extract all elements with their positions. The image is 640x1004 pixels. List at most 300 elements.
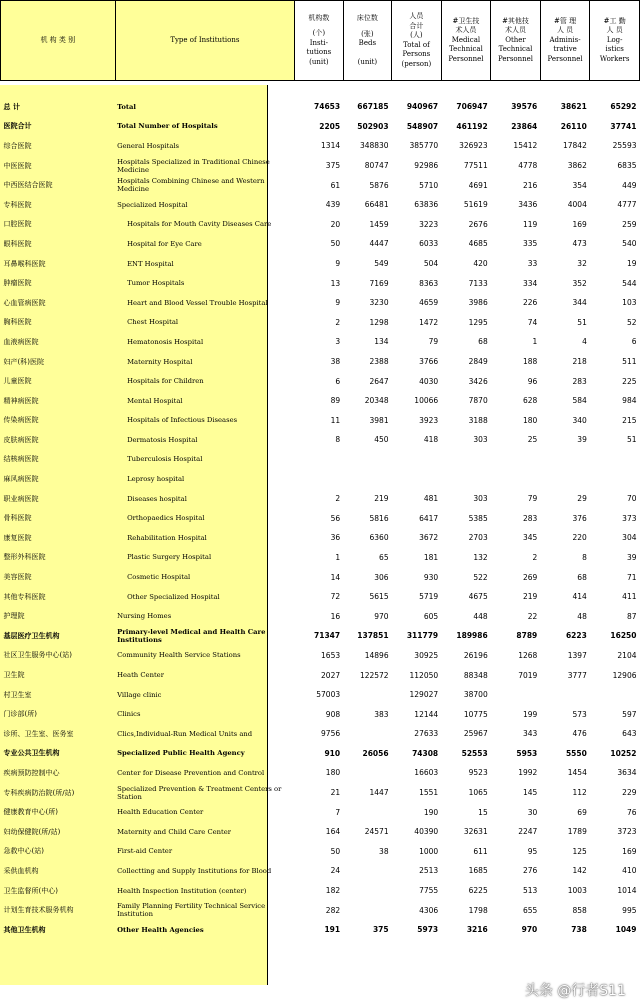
cell-admin: 352 — [572, 278, 587, 288]
cell-other: 628 — [522, 396, 538, 406]
cell-beds: 6360 — [369, 533, 389, 543]
category-cn: 卫生监督所(中心) — [3, 886, 58, 895]
cell-admin: 3777 — [567, 670, 587, 680]
category-en: General Hospitals — [117, 141, 180, 150]
header-other-en-3: Personnel — [497, 54, 534, 63]
cell-institutions: 13 — [330, 278, 341, 288]
cell-other: 145 — [522, 788, 538, 798]
cell-persons: 30925 — [414, 650, 439, 660]
cell-persons: 2513 — [419, 866, 439, 876]
cell-other: 7019 — [518, 670, 538, 680]
cell-beds: 306 — [374, 572, 389, 582]
cell-logistics: 4777 — [617, 200, 637, 210]
header-persons-unit: (person) — [401, 59, 432, 68]
cell-other: 188 — [522, 357, 538, 367]
cell-admin: 29 — [577, 494, 587, 504]
category-en: Hospitals Combining Chinese and Western Medicine — [117, 177, 265, 194]
cell-logistics: 1049 — [615, 925, 637, 935]
cell-persons: 40390 — [414, 827, 439, 837]
category-en: Nursing Homes — [117, 612, 172, 621]
cell-logistics: 229 — [622, 788, 637, 798]
cell-institutions: 191 — [324, 925, 341, 935]
header-persons-total-cn: 合计 — [409, 21, 424, 30]
cell-logistics: 19 — [626, 259, 637, 269]
cell-medical: 2703 — [468, 533, 488, 543]
cell-logistics: 1014 — [617, 886, 637, 896]
cell-beds — [343, 450, 391, 470]
cell-other: 219 — [522, 592, 538, 602]
category-en: Heart and Blood Vessel Trouble Hospital — [127, 298, 268, 307]
category-cn: 急救中心(站) — [3, 847, 44, 856]
cell-other: 345 — [522, 533, 538, 543]
cell-institutions: 3 — [335, 337, 341, 347]
category-en: ENT Hospital — [127, 259, 174, 268]
table-row — [1, 528, 640, 548]
cell-persons: 27633 — [414, 729, 439, 739]
cell-medical: 38700 — [463, 690, 488, 700]
cell-medical: 3216 — [466, 925, 488, 935]
cell-beds: 4447 — [369, 239, 389, 249]
header-institutions — [295, 1, 343, 81]
cell-medical: 132 — [473, 552, 488, 562]
cell-admin: 473 — [572, 239, 587, 249]
cell-persons: 5719 — [419, 592, 439, 602]
category-cn: 卫生院 — [3, 671, 25, 680]
cell-logistics: 37741 — [610, 121, 637, 131]
cell-medical: 2676 — [468, 219, 488, 229]
cell-beds: 137851 — [357, 631, 389, 641]
cell-persons: 5710 — [419, 180, 439, 190]
category-cn: 骨科医院 — [3, 514, 32, 523]
cell-institutions: 282 — [325, 905, 341, 915]
cell-institutions: 8 — [335, 435, 341, 445]
category-en: Hospitals for Children — [127, 377, 204, 386]
category-en: Collectting and Supply Institutions for Blood — [117, 866, 272, 875]
header-beds-unit-cn: (张) — [361, 29, 374, 38]
category-cn: 职业病医院 — [3, 494, 39, 503]
cell-beds: 348830 — [359, 141, 389, 151]
cell-medical: 4675 — [468, 592, 488, 602]
cell-institutions: 72 — [330, 592, 341, 602]
table-row — [1, 881, 640, 901]
category-en: Tuberculosis Hospital — [127, 455, 203, 464]
cell-admin: 218 — [572, 357, 587, 367]
header-persons-en-1: Total of — [403, 40, 430, 49]
category-en: Chest Hospital — [127, 318, 179, 327]
table-row — [1, 861, 640, 881]
cell-other: 1 — [532, 337, 538, 347]
cell-admin: 6223 — [565, 631, 587, 641]
cell-institutions: 1314 — [321, 141, 341, 151]
cell-admin: 69 — [577, 807, 587, 817]
category-cn: 整形外科医院 — [3, 553, 46, 562]
cell-admin: 39 — [577, 435, 587, 445]
header-persons-unit-cn: (人) — [410, 31, 423, 39]
cell-logistics: 39 — [626, 552, 637, 562]
cell-admin: 4 — [582, 337, 587, 347]
category-cn: 村卫生室 — [3, 690, 32, 699]
category-cn: 结核病医院 — [3, 455, 39, 464]
cell-persons: 12144 — [414, 709, 439, 719]
table-row — [1, 254, 640, 274]
cell-medical: 7870 — [468, 396, 488, 406]
cell-beds: 2388 — [369, 357, 389, 367]
cell-medical: 77511 — [463, 161, 488, 171]
cell-beds: 80747 — [364, 161, 389, 171]
cell-institutions: 71347 — [314, 631, 341, 641]
category-cn: 妇产(科)医院 — [3, 357, 44, 366]
cell-persons: 385770 — [409, 141, 439, 151]
cell-admin: 142 — [572, 866, 587, 876]
cell-admin: 4004 — [567, 200, 587, 210]
cell-other: 513 — [522, 886, 538, 896]
cell-medical: 10775 — [463, 709, 488, 719]
cell-institutions: 6 — [335, 376, 341, 386]
cell-admin: 169 — [572, 219, 587, 229]
cell-beds: 667185 — [357, 102, 389, 112]
header-admin-personnel — [540, 1, 590, 81]
cell-medical: 461192 — [456, 121, 488, 131]
header-persons-cn: 人员 — [409, 12, 424, 20]
category-cn: 传染病医院 — [3, 416, 39, 425]
cell-other: 79 — [527, 494, 538, 504]
cell-admin: 476 — [572, 729, 587, 739]
cell-persons: 92986 — [414, 161, 439, 171]
cell-institutions: 21 — [330, 788, 341, 798]
header-beds-cn: 床位数 — [356, 14, 378, 22]
cell-persons: 112050 — [409, 670, 439, 680]
cell-medical: 9523 — [468, 768, 488, 778]
cell-other: 15412 — [513, 141, 538, 151]
category-cn: 专业公共卫生机构 — [3, 749, 60, 758]
cell-beds: 3981 — [369, 415, 389, 425]
category-cn: 血液病医院 — [3, 337, 39, 346]
cell-logistics: 71 — [626, 572, 637, 582]
cell-other: 180 — [522, 415, 538, 425]
cell-logistics: 511 — [622, 357, 637, 367]
cell-admin: 220 — [572, 533, 587, 543]
cell-admin: 17842 — [562, 141, 587, 151]
table-row — [1, 508, 640, 528]
cell-beds: 5615 — [369, 592, 389, 602]
header-institutions-unit-cn: (个) — [312, 29, 326, 38]
cell-institutions: 24 — [330, 866, 341, 876]
cell-logistics: 16250 — [610, 631, 637, 641]
category-cn: 心血管病医院 — [3, 298, 46, 307]
cell-beds: 383 — [374, 709, 389, 719]
category-cn: 口腔医院 — [3, 220, 32, 229]
cell-admin: 344 — [572, 298, 587, 308]
cell-logistics: 995 — [622, 905, 637, 915]
cell-logistics: 10252 — [610, 748, 637, 758]
cell-admin — [540, 450, 590, 470]
cell-logistics: 87 — [626, 611, 637, 621]
cell-persons: 481 — [423, 494, 439, 504]
cell-medical: 15 — [478, 807, 488, 817]
cell-beds: 502903 — [357, 121, 389, 131]
table-row — [1, 411, 640, 431]
category-en: Dermatosis Hospital — [127, 435, 198, 444]
cell-institutions: 2 — [335, 317, 341, 327]
table-row — [1, 548, 640, 568]
cell-other: 25 — [527, 435, 538, 445]
cell-other: 23864 — [511, 121, 538, 131]
cell-medical: 3986 — [468, 298, 488, 308]
cell-institutions: 56 — [330, 513, 341, 523]
table-row — [1, 724, 640, 744]
cell-beds: 1459 — [369, 219, 389, 229]
table-row — [1, 802, 640, 822]
category-en: Clics,Individual-Run Medical Units and — [117, 729, 253, 738]
category-en: Clinics — [117, 710, 141, 719]
table-row — [1, 842, 640, 862]
category-en: Heath Center — [117, 671, 164, 680]
table-row — [1, 156, 640, 176]
cell-admin: 738 — [571, 925, 587, 935]
cell-logistics: 643 — [622, 729, 637, 739]
cell-medical: 5385 — [468, 513, 488, 523]
cell-medical: 25967 — [463, 729, 488, 739]
category-cn: 康复医院 — [3, 533, 32, 542]
cell-admin: 32 — [577, 259, 587, 269]
cell-logistics: 103 — [622, 298, 637, 308]
cell-other: 1992 — [518, 768, 538, 778]
cell-persons — [392, 469, 442, 489]
cell-admin: 1003 — [567, 886, 587, 896]
category-en: Cosmetic Hospital — [127, 573, 191, 582]
cell-institutions: 11 — [330, 415, 341, 425]
cell-beds: 970 — [374, 611, 389, 621]
cell-beds — [343, 802, 391, 822]
cell-persons: 1000 — [419, 846, 439, 856]
category-en: Other Specialized Hospital — [127, 592, 220, 601]
cell-logistics: 76 — [626, 807, 637, 817]
cell-logistics — [590, 450, 640, 470]
cell-persons: 4306 — [419, 905, 439, 915]
table-row — [1, 430, 640, 450]
cell-beds — [343, 724, 391, 744]
cell-logistics — [590, 685, 640, 705]
cell-medical: 522 — [473, 572, 488, 582]
header-logistics-cn-1: #工 勤 — [603, 16, 626, 25]
cell-logistics — [590, 469, 640, 489]
cell-other: 269 — [522, 572, 538, 582]
cell-beds: 3230 — [369, 298, 389, 308]
category-en: Orthopaedics Hospital — [127, 514, 205, 523]
cell-persons: 4659 — [419, 298, 439, 308]
table-row — [1, 685, 640, 705]
category-en: Specialized Hospital — [117, 200, 188, 209]
category-en: Village clinic — [117, 690, 162, 699]
cell-medical — [441, 469, 491, 489]
category-en: Other Health Agencies — [117, 925, 204, 934]
cell-other — [491, 469, 541, 489]
table-row — [1, 195, 640, 215]
category-cn: 皮肤病医院 — [3, 435, 39, 444]
cell-beds: 26056 — [362, 748, 389, 758]
header-beds-unit: (unit) — [357, 57, 378, 66]
category-cn: 其他专科医院 — [3, 592, 46, 601]
table-row — [1, 371, 640, 391]
header-admin-en-3: Personnel — [547, 54, 583, 63]
cell-medical: 88348 — [463, 670, 488, 680]
category-en: Primary-level Medical and Health Care Institutions — [117, 627, 266, 644]
cell-other: 119 — [522, 219, 538, 229]
cell-medical: 1065 — [468, 788, 488, 798]
cell-other: 334 — [522, 278, 538, 288]
table-body — [1, 81, 640, 940]
cell-beds: 66481 — [364, 200, 389, 210]
header-admin-cn-2: 人 员 — [556, 26, 574, 35]
header-beds-en: Beds — [358, 39, 377, 47]
cell-beds: 1447 — [369, 788, 389, 798]
cell-beds — [343, 685, 391, 705]
cell-medical: 32631 — [463, 827, 488, 837]
cell-beds: 1298 — [369, 317, 389, 327]
cell-medical: 303 — [473, 494, 488, 504]
table-row — [1, 136, 640, 156]
cell-logistics: 215 — [622, 415, 637, 425]
category-cn: 耳鼻喉科医院 — [3, 259, 46, 268]
cell-medical: 303 — [473, 435, 488, 445]
cell-persons: 1472 — [419, 317, 439, 327]
cell-medical: 6225 — [468, 886, 488, 896]
header-other-cn-2: 术人员 — [505, 26, 526, 35]
cell-beds: 450 — [374, 435, 389, 445]
cell-institutions: 164 — [325, 827, 341, 837]
cell-persons: 8363 — [419, 278, 439, 288]
cell-admin: 1397 — [567, 650, 587, 660]
cell-institutions: 9756 — [321, 729, 341, 739]
table-row — [1, 626, 640, 646]
cell-logistics: 70 — [626, 494, 637, 504]
cell-logistics: 2104 — [617, 650, 637, 660]
cell-persons: 79 — [428, 337, 439, 347]
cell-other: 22 — [527, 611, 538, 621]
cell-persons: 4030 — [419, 376, 439, 386]
cell-other: 30 — [527, 807, 538, 817]
cell-beds: 14896 — [364, 650, 389, 660]
cell-persons: 7755 — [419, 886, 439, 896]
cell-admin: 340 — [572, 415, 587, 425]
cell-logistics: 544 — [622, 278, 637, 288]
cell-admin: 38621 — [560, 102, 587, 112]
category-en: Mental Hospital — [127, 396, 183, 405]
header-beds — [343, 1, 391, 81]
cell-admin: 376 — [572, 513, 587, 523]
cell-other: 276 — [522, 866, 538, 876]
cell-logistics: 259 — [622, 219, 637, 229]
header-medical-en-2: Technical — [449, 45, 483, 54]
category-en: Community Health Service Stations — [117, 651, 241, 660]
cell-admin: 3862 — [567, 161, 587, 171]
cell-medical — [441, 450, 491, 470]
cell-logistics: 225 — [622, 376, 637, 386]
table-row — [1, 215, 640, 235]
table-row — [1, 763, 640, 783]
category-en: Hospital for Eye Care — [127, 239, 202, 248]
category-cn: 妇幼保健院(所/站) — [3, 827, 61, 836]
cell-medical: 4691 — [468, 180, 488, 190]
cell-persons: 311779 — [406, 631, 439, 641]
cell-admin: 573 — [572, 709, 587, 719]
category-en: Maternity and Child Care Center — [117, 827, 232, 836]
header-logistics-en-3: Workers — [599, 54, 630, 63]
header-logistics-en-1: Log- — [606, 35, 623, 44]
cell-logistics: 169 — [622, 846, 637, 856]
category-en: Health Inspection Institution (center) — [117, 886, 247, 895]
cell-medical: 4685 — [468, 239, 488, 249]
header-medical-cn-1: #卫生技 — [452, 16, 480, 25]
category-en: Hospitals for Mouth Cavity Diseases Care — [127, 220, 272, 229]
header-logistics-cn-2: 人 员 — [606, 26, 623, 35]
cell-logistics: 65292 — [610, 102, 637, 112]
cell-other: 226 — [522, 298, 538, 308]
cell-other: 216 — [522, 180, 538, 190]
category-en: Hematonosis Hospital — [127, 337, 204, 346]
cell-logistics: 540 — [622, 239, 637, 249]
cell-logistics: 6 — [631, 337, 637, 347]
spacer-row — [1, 81, 640, 98]
cell-logistics: 411 — [622, 592, 637, 602]
header-institutions-unit: (unit) — [309, 57, 329, 66]
category-cn: 麻风病医院 — [3, 475, 39, 484]
cell-medical: 7133 — [468, 278, 488, 288]
cell-admin: 858 — [572, 905, 587, 915]
table-row — [1, 744, 640, 764]
category-en: Total — [117, 102, 137, 111]
category-cn: 社区卫生服务中心(站) — [3, 651, 72, 660]
table-row — [1, 117, 640, 137]
cell-logistics: 3723 — [617, 827, 637, 837]
cell-other: 3436 — [518, 200, 538, 210]
cell-admin: 51 — [577, 317, 587, 327]
cell-institutions: 36 — [330, 533, 341, 543]
cell-beds — [343, 881, 391, 901]
cell-logistics: 25593 — [612, 141, 637, 151]
cell-beds: 219 — [374, 494, 389, 504]
category-en: Hospitals Specialized in Traditional Chinese Medicine — [117, 157, 270, 174]
cell-institutions: 20 — [330, 219, 341, 229]
cell-admin: 8 — [582, 552, 587, 562]
category-cn: 精神病医院 — [3, 396, 39, 405]
cell-persons — [392, 450, 442, 470]
cell-other — [491, 685, 541, 705]
cell-institutions: 2027 — [321, 670, 341, 680]
cell-beds: 24571 — [364, 827, 389, 837]
cell-other: 2 — [532, 552, 538, 562]
cell-other — [491, 450, 541, 470]
header-logistics-workers — [590, 1, 640, 81]
cell-persons: 74308 — [412, 748, 439, 758]
category-cn: 胸科医院 — [3, 318, 32, 327]
category-en: Diseases hospital — [127, 494, 187, 503]
cell-persons: 548907 — [406, 121, 439, 131]
cell-institutions: 89 — [330, 396, 341, 406]
cell-persons: 10066 — [414, 396, 439, 406]
category-cn: 专科医院 — [3, 200, 32, 209]
cell-logistics: 52 — [626, 317, 637, 327]
cell-logistics: 373 — [622, 513, 637, 523]
cell-admin: 68 — [577, 572, 587, 582]
cell-beds — [343, 861, 391, 881]
cell-institutions: 57003 — [316, 690, 341, 700]
header-institutions-cn: 机构数 — [308, 13, 330, 22]
category-en: Rehabilitation Hospital — [127, 533, 207, 542]
cell-logistics: 304 — [622, 533, 637, 543]
header-logistics-en-2: istics — [605, 45, 624, 54]
table-row — [1, 489, 640, 509]
